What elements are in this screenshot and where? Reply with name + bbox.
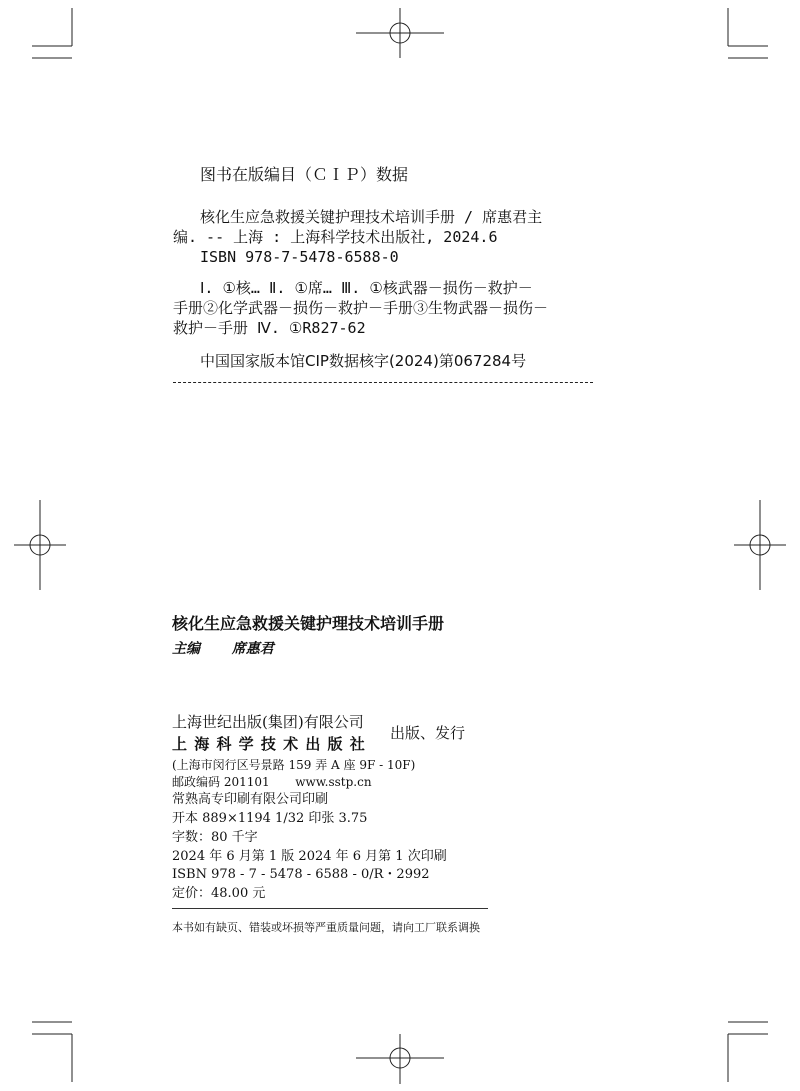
isbn: ISBN 978 - 7 - 5478 - 6588 - 0/R・2992 <box>172 867 430 882</box>
cip-record-line3: ISBN 978-7-5478-6588-0 <box>200 248 399 266</box>
cip-record-line2: 编. -- 上海 : 上海科学技术出版社, 2024.6 <box>173 228 498 246</box>
publish-role: 出版、发行 <box>390 724 466 742</box>
publisher-address: (上海市闵行区号景路 159 弄 A 座 9F - 10F) <box>172 758 416 772</box>
publisher-group: 上海世纪出版(集团)有限公司 <box>172 713 364 731</box>
registration-mark-bottom <box>356 1034 444 1084</box>
registration-mark-left <box>14 500 66 590</box>
registration-mark-top <box>356 8 444 58</box>
postcode-line <box>172 773 372 791</box>
quality-notice: 本书如有缺页、错装或坏损等严重质量问题，请向工厂联系调换 <box>172 921 480 934</box>
cip-subject-line3: 救护－手册 Ⅳ. ①R827-62 <box>173 319 366 337</box>
registration-mark-right <box>734 500 786 590</box>
cip-heading: 图书在版编目（ＣＩＰ）数据 <box>200 165 409 184</box>
website: www.sstp.cn <box>295 775 372 789</box>
cip-subject-line2: 手册②化学武器－损伤－救护－手册③生物武器－损伤－ <box>173 299 549 317</box>
edition: 2024 年 6 月第 1 版 2024 年 6 月第 1 次印刷 <box>172 849 447 864</box>
cip-dashed-separator <box>173 382 593 383</box>
publisher-name: 上 海 科 学 技 术 出 版 社 <box>172 735 366 753</box>
word-count: 字数：80 千字 <box>172 830 258 845</box>
cip-subject-line1: Ⅰ. ①核… Ⅱ. ①席… Ⅲ. ①核武器－损伤－救护－ <box>200 279 533 297</box>
imprint-rule <box>172 908 488 909</box>
format: 开本 889×1194 1/32 印张 3.75 <box>172 811 368 826</box>
printer: 常熟高专印刷有限公司印刷 <box>172 792 329 807</box>
postcode: 邮政编码 201101 <box>172 775 270 789</box>
price: 定价：48.00 元 <box>172 886 266 901</box>
editor-line <box>172 638 274 658</box>
cip-number: 中国国家版本馆CIP数据核字(2024)第067284号 <box>200 352 527 370</box>
cip-record-line1: 核化生应急救援关键护理技术培训手册 / 席惠君主 <box>200 208 543 226</box>
book-title: 核化生应急救援关键护理技术培训手册 <box>172 614 445 633</box>
editor-name: 席惠君 <box>231 641 274 657</box>
editor-label: 主编 <box>172 641 200 657</box>
